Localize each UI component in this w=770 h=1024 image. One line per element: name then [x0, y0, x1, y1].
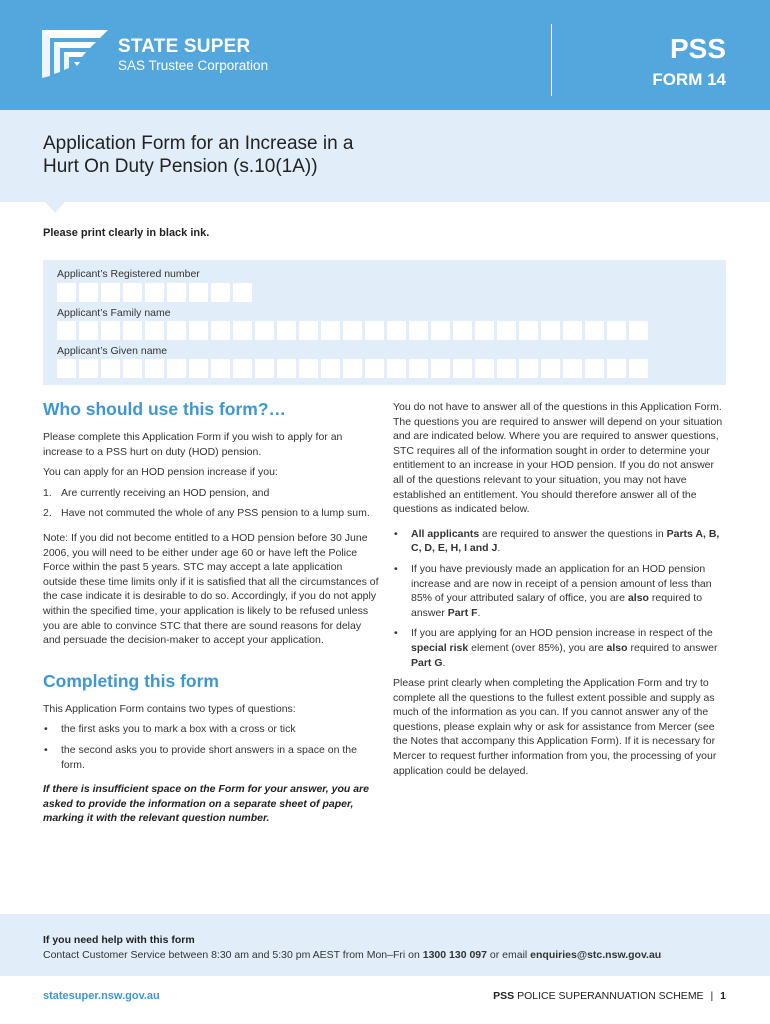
bullet-icon: • [44, 723, 48, 736]
list-item [43, 486, 379, 501]
right-column [393, 400, 726, 778]
char-box[interactable] [453, 359, 472, 378]
char-box[interactable] [57, 283, 76, 302]
bullet-item: • All applicants are required to answer the questions in Parts A, B, C, D, E, H, I and J. [394, 527, 720, 555]
bullet-part: Part F [447, 606, 478, 619]
char-box[interactable] [387, 359, 406, 378]
char-box[interactable] [123, 283, 142, 302]
bullet-bold: All applicants [411, 527, 480, 540]
char-box[interactable] [585, 359, 604, 378]
char-box[interactable] [123, 321, 142, 340]
char-box[interactable] [409, 321, 428, 340]
char-box[interactable] [497, 321, 516, 340]
title-notch [44, 201, 66, 213]
char-box[interactable] [189, 283, 208, 302]
bullet-icon: • [394, 562, 398, 575]
brand-name: STATE SUPER [118, 36, 251, 57]
help-text: Contact Customer Service between 8:30 am and 5:30 pm AEST from Mon–Fri on 1300 130 097 or email enquiries@stc.nsw.gov.au [43, 949, 662, 961]
completing-paragraph: This Application Form contains two types of questions: [43, 702, 296, 715]
who-paragraph-2: You can apply for an HOD pension increase if you: [43, 466, 278, 479]
footer-url-link[interactable]: statesuper.nsw.gov.au [43, 990, 160, 1002]
bullet-text: are required to answer the questions in [479, 527, 667, 540]
char-box[interactable] [211, 359, 230, 378]
char-box[interactable] [431, 321, 450, 340]
who-heading: Who should use this form?… [43, 399, 287, 419]
char-box[interactable] [629, 359, 648, 378]
bullet-icon: • [394, 527, 398, 540]
char-box[interactable] [145, 321, 164, 340]
footer-scheme-name: POLICE SUPERANNUATION SCHEME [517, 990, 704, 1002]
char-box[interactable] [255, 359, 274, 378]
char-box[interactable] [541, 359, 560, 378]
char-box[interactable] [123, 359, 142, 378]
applicant-panel [43, 260, 726, 385]
who-paragraph-1: Please complete this Application Form if you wish to apply for an increase to a PSS hurt on duty (HOD) pension. [43, 431, 343, 458]
bullet-part: Part G [411, 656, 443, 669]
char-box[interactable] [607, 359, 626, 378]
char-box[interactable] [475, 359, 494, 378]
char-box[interactable] [79, 321, 98, 340]
eligibility-note: Note: If you did not become entitled to a HOD pension before 30 June 2006, you will need to be either under age 60 or have left the Police Force within the past 5 years. STC may accept a late application outside these time limits only if it is satisfied that all the circumstances of the case indicate it is desirable to do so. Accordingly, if you do not apply within the specified time, your application is likely to be refused unless you are able to convince STC that there are sound reasons for delay and persuade the decision-maker to accept your application. [43, 531, 379, 647]
char-box[interactable] [475, 321, 494, 340]
char-box[interactable] [365, 321, 384, 340]
registered-number-label: Applicant’s Registered number [57, 268, 200, 280]
scheme-label: PSS [669, 33, 726, 64]
bullet-text: the first asks you to mark a box with a cross or tick [61, 723, 296, 736]
bullet-item [43, 743, 379, 772]
char-box[interactable] [167, 321, 186, 340]
char-box[interactable] [167, 283, 186, 302]
print-note: Please print clearly in black ink. [43, 227, 210, 239]
footer-scheme [493, 990, 726, 1002]
list-number: 2. [43, 507, 52, 520]
char-box[interactable] [563, 321, 582, 340]
char-box[interactable] [211, 283, 230, 302]
char-box[interactable] [585, 321, 604, 340]
char-box[interactable] [277, 321, 296, 340]
bullet-text: If you have previously made an application for an HOD pension increase and are now in receipt of a pension amount of less than 85% of your attributed salary of office, you are [411, 562, 712, 605]
header-divider [551, 24, 552, 96]
char-box[interactable] [189, 321, 208, 340]
char-box[interactable] [541, 321, 560, 340]
state-super-logo-icon [40, 28, 110, 80]
char-box[interactable] [101, 321, 120, 340]
completing-heading: Completing this form [43, 670, 219, 691]
header-band [0, 0, 770, 110]
char-box[interactable] [189, 359, 208, 378]
char-box[interactable] [497, 359, 516, 378]
bullet-parts: Parts A, B, C, D, E, H, I and J [411, 527, 720, 555]
right-paragraph-2: Please print clearly when completing the Application Form and try to complete all the questions to the fullest extent possible and supply as much of the information as you can. If you cannot answer any of the questions, please explain why or ask for assistance from Mercer (see the Notes that accompany this Application Form). If it is necessary for Mercer to request further information from you, the processing of your application could be delayed. [393, 677, 717, 777]
char-box[interactable] [453, 321, 472, 340]
left-column [43, 398, 379, 826]
list-text: Are currently receiving an HOD pension, and [61, 486, 270, 499]
char-box[interactable] [145, 283, 164, 302]
list-item [43, 506, 379, 521]
char-box[interactable] [167, 359, 186, 378]
char-box[interactable] [233, 359, 252, 378]
char-box[interactable] [145, 359, 164, 378]
help-phone[interactable]: 1300 130 097 [422, 949, 487, 961]
char-box[interactable] [365, 359, 384, 378]
char-box[interactable] [387, 321, 406, 340]
form-title-line1: Application Form for an Increase in a [43, 133, 354, 154]
char-box[interactable] [409, 359, 428, 378]
brand-subtitle: SAS Trustee Corporation [118, 58, 269, 73]
given-name-label: Applicant’s Given name [57, 345, 168, 357]
char-box[interactable] [277, 359, 296, 378]
char-box[interactable] [563, 359, 582, 378]
bullet-icon: • [44, 743, 48, 756]
bullet-icon: • [394, 627, 398, 640]
char-box[interactable] [519, 359, 538, 378]
char-box[interactable] [79, 283, 98, 302]
form-title-line2: Hurt On Duty Pension (s.10(1A)) [43, 156, 318, 177]
char-box[interactable] [519, 321, 538, 340]
right-paragraph-1: You do not have to answer all of the questions in this Application Form. The questions you are required to answer will depend on your situation and are indicated below. Where you are required to answer questions, STC requires all of the information sought in order to determine your entitlement to an increase in your HOD pension. If you do not answer all of the questions relevant to your situation, you may not have established an entitlement. You should therefore answer all of the questions as indicated below. [393, 401, 723, 516]
form-title [43, 132, 483, 178]
bullet-text: If you are applying for an HOD pension increase in respect of the [411, 627, 713, 640]
char-box[interactable] [321, 321, 340, 340]
list-text: Have not commuted the whole of any PSS pension to a lump sum. [61, 507, 370, 520]
char-box[interactable] [233, 283, 252, 302]
family-name-label: Applicant’s Family name [57, 307, 171, 319]
char-box[interactable] [343, 321, 362, 340]
char-box[interactable] [607, 321, 626, 340]
char-box[interactable] [431, 359, 450, 378]
bullet-text: the second asks you to provide short answers in a space on the form. [61, 743, 357, 771]
char-box[interactable] [321, 359, 340, 378]
help-email[interactable]: enquiries@stc.nsw.gov.au [530, 949, 662, 961]
footer-scheme-short: PSS [493, 990, 515, 1002]
char-box[interactable] [255, 321, 274, 340]
help-title: If you need help with this form [43, 934, 195, 946]
char-box[interactable] [79, 359, 98, 378]
footer-page-number: 1 [720, 990, 726, 1002]
char-box[interactable] [101, 283, 120, 302]
bullet-item: • If you have previously made an application for an HOD pension increase and are now in receipt of a pension amount of less than 85% of your attributed salary of office, you are also required to answer Part F. [394, 562, 712, 619]
char-box[interactable] [211, 321, 230, 340]
char-box[interactable] [629, 321, 648, 340]
char-box[interactable] [343, 359, 362, 378]
footer-separator: | [710, 990, 714, 1002]
char-box[interactable] [299, 321, 318, 340]
bullet-item [43, 722, 379, 737]
char-box[interactable] [57, 359, 76, 378]
char-box[interactable] [57, 321, 76, 340]
list-number: 1. [43, 486, 52, 499]
char-box[interactable] [299, 359, 318, 378]
char-box[interactable] [101, 359, 120, 378]
form-number: FORM 14 [652, 70, 726, 89]
bullet-item: • If you are applying for an HOD pension increase in respect of the special risk element (over 85%), you are also required to answer Part G. [394, 627, 718, 669]
insufficient-space-note: If there is insufficient space on the Form for your answer, you are asked to provide the information on a separate sheet of paper, marking it with the relevant question number. [43, 783, 369, 825]
char-box[interactable] [233, 321, 252, 340]
